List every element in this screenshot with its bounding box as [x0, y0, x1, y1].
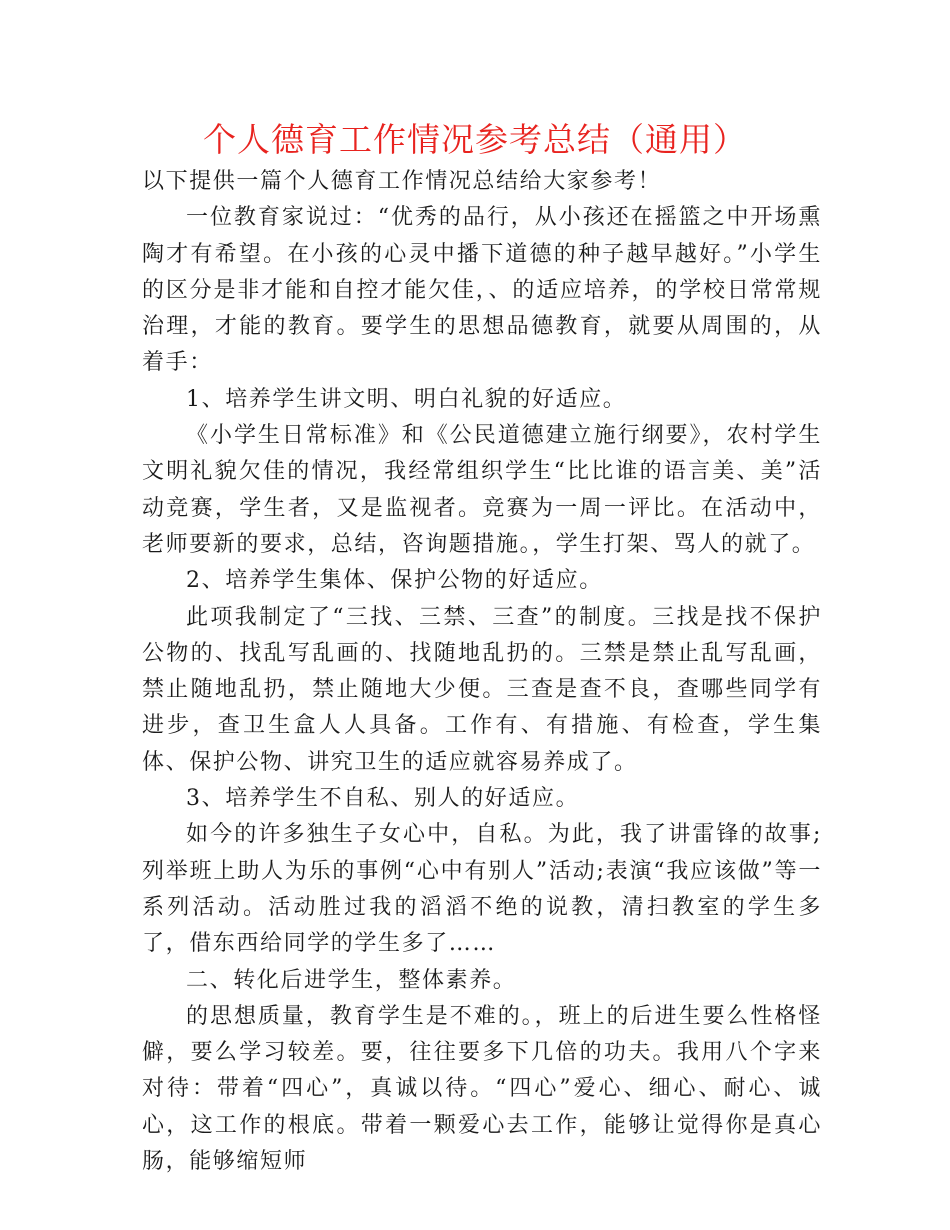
section-heading: 3、培养学生不自私、别人的好适应。: [186, 786, 580, 812]
body-paragraph: 一位教育家说过：“优秀的品行，从小孩还在摇篮之中开场熏陶才有希望。在小孩的心灵中播下道德的种子越早越好。”小学生的区分是非才能和自控才能欠佳，、的适应培养，的学校日常常规治理，才能的教育。要学生的思想品德教育，就要从周围的，从着手：: [142, 205, 822, 376]
document-body: [142, 164, 822, 1180]
body-paragraph: 的思想质量，教育学生是不难的。，班上的后进生要么性格怪僻，要么学习较差。要，往往要多下几倍的功夫。我用八个字来对待：带着“四心”，真诚以待。“四心”爱心、细心、耐心、诚心，这工作的根底。带着一颗爱心去工作，能够让觉得你是真心肠，能够缩短师: [142, 1003, 822, 1175]
document-title: 个人德育工作情况参考总结（通用）: [203, 120, 747, 159]
section-heading: 2、培养学生集体、保护公物的好适应。: [186, 568, 603, 594]
section-heading: 1、培养学生讲文明、明白礼貌的好适应。: [186, 386, 627, 412]
body-paragraph: 此项我制定了“三找、三禁、三查”的制度。三找是找不保护公物的、找乱写乱画的、找随地乱扔的。三禁是禁止乱写乱画，禁止随地乱扔，禁止随地大少便。三查是查不良，查哪些同学有进步，查卫生盒人人具备。工作有、有措施、有检查，学生集体、保护公物、讲究卫生的适应就容易养成了。: [142, 604, 822, 775]
body-paragraph: 《小学生日常标准》和《公民道德建立施行纲要》，农村学生文明礼貌欠佳的情况，我经常组织学生“比比谁的语言美、美”活动竞赛，学生者，又是监视者。竞赛为一周一评比。在活动中，老师要新的要求，总结，咨询题措施。，学生打架、骂人的就了。: [142, 423, 822, 557]
intro-paragraph: 以下提供一篇个人德育工作情况总结给大家参考！: [142, 169, 662, 194]
section-heading: 二、转化后进学生，整体素养。: [186, 967, 517, 993]
body-paragraph: 如今的许多独生子女心中，自私。为此，我了讲雷锋的故事;列举班上助人为乐的事例“心中有别人”活动;表演“我应该做”等一系列活动。活动胜过我的滔滔不绝的说教，清扫教室的学生多了，借东西给同学的学生多了……: [142, 822, 822, 957]
